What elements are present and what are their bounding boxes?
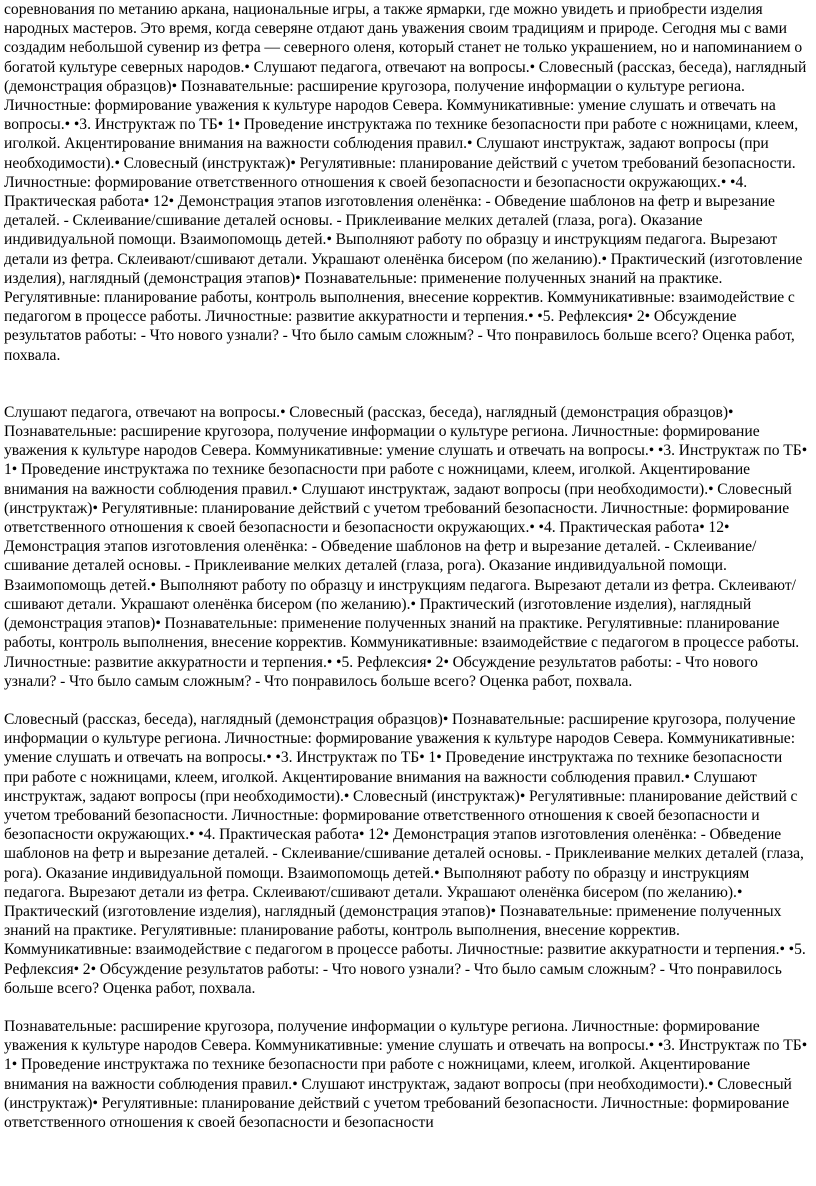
paragraph-spacer — [4, 998, 808, 1017]
paragraph-verbal-methods: Словесный (рассказ, беседа), наглядный (демонстрация образцов)• Познавательные: расширение кругозора, получение информации о культуре региона. Личностные: формирование уважения к культуре народов Севера. Коммуникативные: умение слушать и отвечать на вопросы.• •3. Инструктаж по ТБ• 1• Проведение инструктажа по технике безопасности при работе с ножницами, клеем, иголкой. Акцентирование внимания на важности соблюдения правил.• Слушают инструктаж, задают вопросы (при необходимости).• Словесный (инструктаж)• Регулятивные: планирование действий с учетом требований безопасности. Личностные: формирование ответственного отношения к своей безопасности и безопасности окружающих.• •4. Практическая работа• 12• Демонстрация этапов изготовления оленёнка: - Обведение шаблонов на фетр и вырезание деталей. - Склеивание/сшивание деталей основы. - Приклеивание мелких деталей (глаза, рога). Оказание индивидуальной помощи. Взаимопомощь детей.• Выполняют работу по образцу и инструкциям педагога. Вырезают детали из фетра. Склеивают/сшивают детали. Украшают оленёнка бисером (по желанию).• Практический (изготовление изделия), наглядный (демонстрация этапов)• Познавательные: применение полученных знаний на практике. Регулятивные: планирование работы, контроль выполнения, внесение корректив. Коммуникативные: взаимодействие с педагогом в процессе работы. Личностные: развитие аккуратности и терпения.• •5. Рефлексия• 2• Обсуждение результатов работы: - Что нового узнали? - Что было самым сложным? - Что понравилось больше всего? Оценка работ, похвала. — [4, 710, 806, 997]
paragraph-cognitive-goals: Познавательные: расширение кругозора, получение информации о культуре региона. Личностные: формирование уважения к культуре народов Севера. Коммуникативные: умение слушать и отвечать на вопросы.• •3. Инструктаж по ТБ• 1• Проведение инструктажа по технике безопасности при работе с ножницами, клеем, иголкой. Акцентирование внимания на важности соблюдения правил.• Слушают инструктаж, задают вопросы (при необходимости).• Словесный (инструктаж)• Регулятивные: планирование действий с учетом требований безопасности. Личностные: формирование ответственного отношения к своей безопасности и безопасности — [4, 1017, 808, 1131]
paragraph-spacer — [4, 691, 808, 710]
paragraph-listen-teacher: Слушают педагога, отвечают на вопросы.• Словесный (рассказ, беседа), наглядный (демонстрация образцов)• Познавательные: расширение кругозора, получение информации о культуре региона. Личностные: формирование уважения к культуре народов Севера. Коммуникативные: умение слушать и отвечать на вопросы.• •3. Инструктаж по ТБ• 1• Проведение инструктажа по технике безопасности при работе с ножницами, клеем, иголкой. Акцентирование внимания на важности соблюдения правил.• Слушают инструктаж, задают вопросы (при необходимости).• Словесный (инструктаж)• Регулятивные: планирование действий с учетом требований безопасности. Личностные: формирование ответственного отношения к своей безопасности и безопасности окружающих.• •4. Практическая работа• 12• Демонстрация этапов изготовления оленёнка: - Обведение шаблонов на фетр и вырезание деталей. - Склеивание/сшивание деталей основы. - Приклеивание мелких деталей (глаза, рога). Оказание индивидуальной помощи. Взаимопомощь детей.• Выполняют работу по образцу и инструкциям педагога. Вырезают детали из фетра. Склеивают/сшивают детали. Украшают оленёнка бисером (по желанию).• Практический (изготовление изделия), наглядный (демонстрация этапов)• Познавательные: применение полученных знаний на практике. Регулятивные: планирование работы, контроль выполнения, внесение корректив. Коммуникативные: взаимодействие с педагогом в процессе работы. Личностные: развитие аккуратности и терпения.• •5. Рефлексия• 2• Обсуждение результатов работы: - Что нового узнали? - Что было самым сложным? - Что понравилось больше всего? Оценка работ, похвала. — [4, 403, 808, 690]
paragraph-lesson-intro: соревнования по метанию аркана, национальные игры, а также ярмарки, где можно увидеть и приобрести изделия народных мастеров. Это время, когда северяне отдают дань уважения своим традициям и природе. Сегодня мы с вами создадим небольшой сувенир из фетра — северного оленя, который станет не только украшением, но и напоминанием о богатой культуре северных народов.• Слушают педагога, отвечают на вопросы.• Словесный (рассказ, беседа), наглядный (демонстрация образцов)• Познавательные: расширение кругозора, получение информации о культуре региона. Личностные: формирование уважения к культуре народов Севера. Коммуникативные: умение слушать и отвечать на вопросы.• •3. Инструктаж по ТБ• 1• Проведение инструктажа по технике безопасности при работе с ножницами, клеем, иголкой. Акцентирование внимания на важности соблюдения правил.• Слушают инструктаж, задают вопросы (при необходимости).• Словесный (инструктаж)• Регулятивные: планирование действий с учетом требований безопасности. Личностные: формирование ответственного отношения к своей безопасности и безопасности окружающих.• •4. Практическая работа• 12• Демонстрация этапов изготовления оленёнка: - Обведение шаблонов на фетр и вырезание деталей. - Склеивание/сшивание деталей основы. - Приклеивание мелких деталей (глаза, рога). Оказание индивидуальной помощи. Взаимопомощь детей.• Выполняют работу по образцу и инструкциям педагога. Вырезают детали из фетра. Склеивают/сшивают детали. Украшают оленёнка бисером (по желанию).• Практический (изготовление изделия), наглядный (демонстрация этапов)• Познавательные: применение полученных знаний на практике. Регулятивные: планирование работы, контроль выполнения, внесение корректив. Коммуникативные: взаимодействие с педагогом в процессе работы. Личностные: развитие аккуратности и терпения.• •5. Рефлексия• 2• Обсуждение результатов работы: - Что нового узнали? - Что было самым сложным? - Что понравилось больше всего? Оценка работ, похвала. — [4, 1, 807, 364]
paragraph-spacer — [4, 365, 808, 403]
